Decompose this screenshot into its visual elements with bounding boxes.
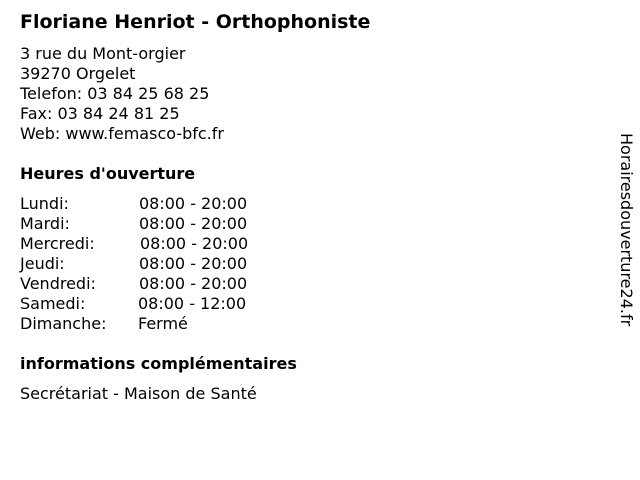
additional-info-text: Secrétariat - Maison de Santé [20,384,257,403]
time-range: 08:00 - 12:00 [138,294,247,313]
postal-city: 39270 Orgelet [20,64,136,83]
day-label: Mercredi: [20,234,95,253]
phone-number: Telefon: 03 84 25 68 25 [20,84,210,103]
site-watermark: Horairesdouverture24.fr [617,133,636,327]
opening-hours-heading: Heures d'ouverture [20,164,196,183]
day-label: Mardi: [20,214,70,233]
day-label: Samedi: [20,294,86,313]
time-range: 08:00 - 20:00 [139,214,248,233]
additional-info-heading: informations complémentaires [20,354,297,373]
day-label: Jeudi: [20,254,65,273]
day-label: Lundi: [20,194,69,213]
day-label: Dimanche: [20,314,107,333]
fax-number: Fax: 03 84 24 81 25 [20,104,180,123]
street-address: 3 rue du Mont-orgier [20,44,186,63]
time-range: 08:00 - 20:00 [139,254,248,273]
time-range: Fermé [138,314,188,333]
time-range: 08:00 - 20:00 [139,274,248,293]
business-title: Floriane Henriot - Orthophoniste [20,11,371,33]
website: Web: www.femasco-bfc.fr [20,124,224,143]
time-range: 08:00 - 20:00 [139,194,248,213]
day-label: Vendredi: [20,274,96,293]
contact-block [20,44,224,144]
time-range: 08:00 - 20:00 [140,234,249,253]
